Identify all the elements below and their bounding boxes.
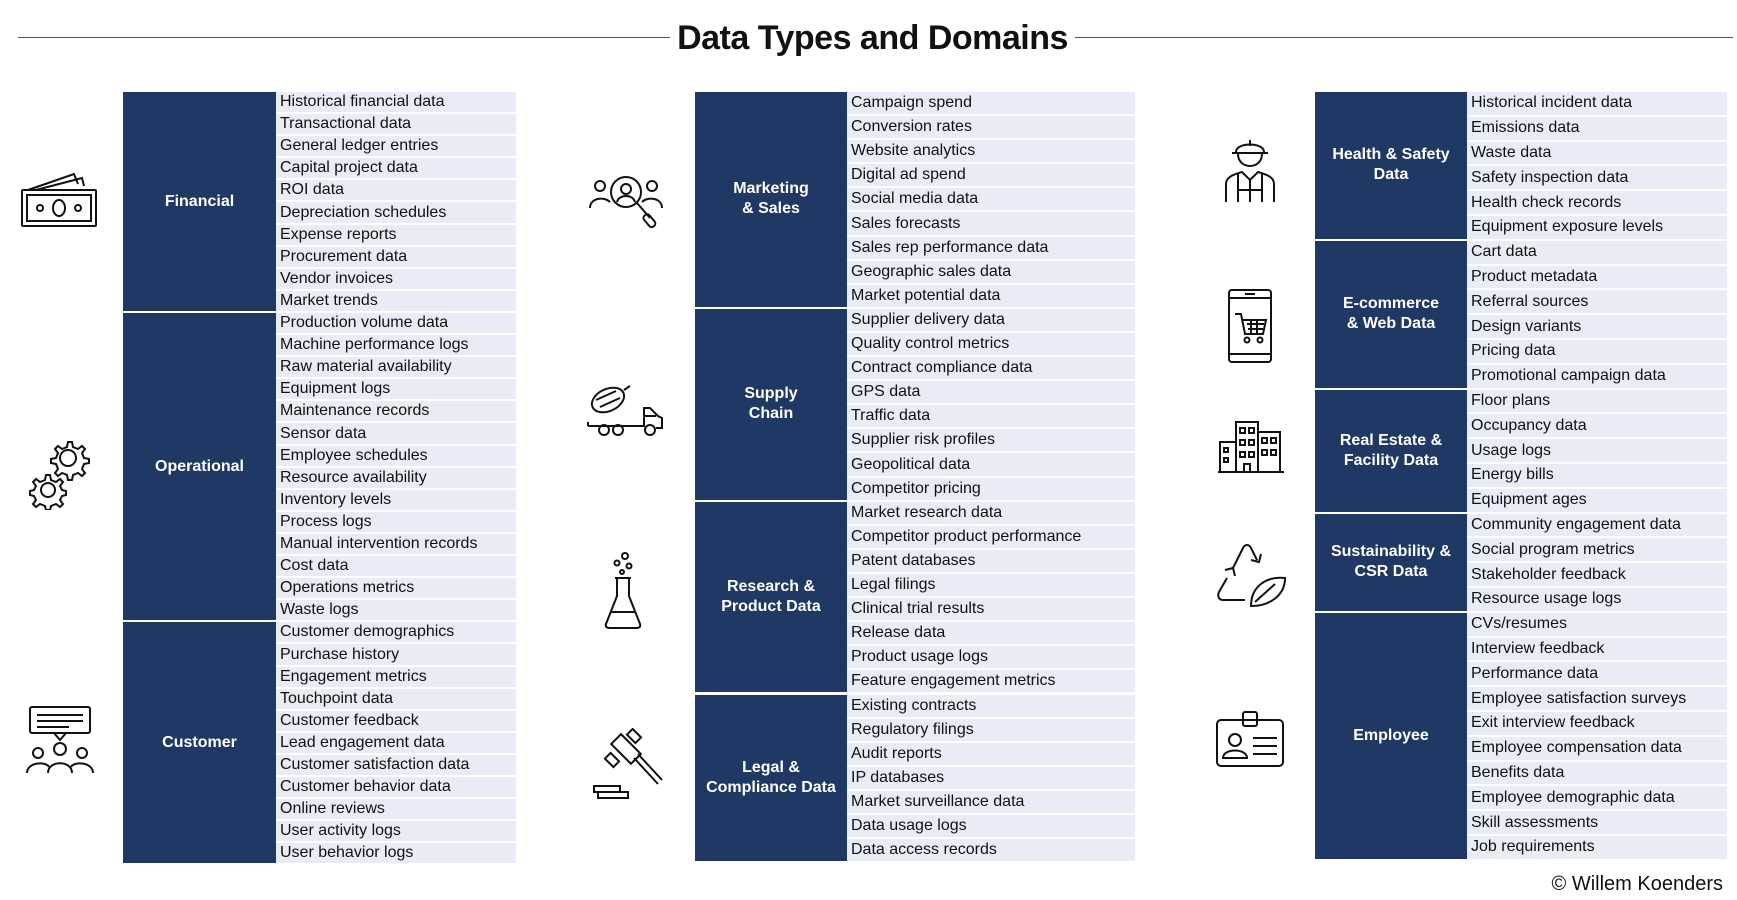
list-item: Employee demographic data: [1467, 786, 1727, 811]
group-operational: [123, 313, 516, 622]
list-item: Social program metrics: [1467, 538, 1727, 563]
list-item: Website analytics: [847, 140, 1135, 164]
list-item: Employee satisfaction surveys: [1467, 687, 1727, 712]
list-item: Depreciation schedules: [276, 202, 516, 224]
truck-icon: [586, 378, 666, 440]
group-label: Sustainability & CSR Data: [1315, 514, 1467, 611]
item-list: [847, 309, 1135, 502]
gavel-icon: [592, 728, 664, 800]
group-sustainability-csr-data: [1315, 514, 1727, 613]
group-label: Customer: [123, 622, 276, 863]
item-list: [276, 313, 516, 622]
list-item: Geographic sales data: [847, 261, 1135, 285]
list-item: Customer satisfaction data: [276, 755, 516, 777]
list-item: Job requirements: [1467, 836, 1727, 861]
list-item: Employee compensation data: [1467, 737, 1727, 762]
list-item: Sales forecasts: [847, 212, 1135, 236]
list-item: Product metadata: [1467, 266, 1727, 291]
group-label: Operational: [123, 313, 276, 620]
group-label: Financial: [123, 92, 276, 311]
list-item: Online reviews: [276, 799, 516, 821]
item-list: [1467, 241, 1727, 390]
list-item: Emissions data: [1467, 117, 1727, 142]
list-item: IP databases: [847, 767, 1135, 791]
list-item: Competitor pricing: [847, 478, 1135, 502]
list-item: Quality control metrics: [847, 333, 1135, 357]
list-item: Operations metrics: [276, 578, 516, 600]
group-label: E-commerce & Web Data: [1315, 241, 1467, 388]
buildings-icon: [1218, 418, 1284, 474]
list-item: Traffic data: [847, 405, 1135, 429]
list-item: Safety inspection data: [1467, 166, 1727, 191]
group-legal-compliance-data: [695, 695, 1135, 864]
list-item: Resource availability: [276, 468, 516, 490]
mobile-cart-icon: [1227, 288, 1273, 364]
list-item: Data usage logs: [847, 815, 1135, 839]
title-divider-right: [1075, 37, 1733, 38]
list-item: Performance data: [1467, 662, 1727, 687]
group-health-safety-data: [1315, 92, 1727, 241]
list-item: Engagement metrics: [276, 667, 516, 689]
list-item: Floor plans: [1467, 390, 1727, 415]
list-item: Cost data: [276, 556, 516, 578]
list-item: Regulatory filings: [847, 719, 1135, 743]
list-item: Promotional campaign data: [1467, 365, 1727, 390]
list-item: Energy bills: [1467, 464, 1727, 489]
list-item: Procurement data: [276, 247, 516, 269]
list-item: Machine performance logs: [276, 335, 516, 357]
list-item: Interview feedback: [1467, 638, 1727, 663]
group-label: Marketing & Sales: [695, 92, 847, 307]
group-label: Employee: [1315, 613, 1467, 859]
item-list: [847, 502, 1135, 695]
list-item: User activity logs: [276, 821, 516, 843]
list-item: Pricing data: [1467, 340, 1727, 365]
list-item: General ledger entries: [276, 136, 516, 158]
list-item: Customer feedback: [276, 711, 516, 733]
list-item: Transactional data: [276, 114, 516, 136]
list-item: Equipment exposure levels: [1467, 216, 1727, 241]
list-item: CVs/resumes: [1467, 613, 1727, 638]
list-item: Data access records: [847, 839, 1135, 863]
group-label: Supply Chain: [695, 309, 847, 500]
recycle-icon: [1215, 538, 1287, 608]
group-label: Research & Product Data: [695, 502, 847, 693]
list-item: Referral sources: [1467, 290, 1727, 315]
list-item: User behavior logs: [276, 843, 516, 865]
group-label: Health & Safety Data: [1315, 92, 1467, 239]
list-item: Feature engagement metrics: [847, 670, 1135, 694]
group-employee: [1315, 613, 1727, 861]
list-item: GPS data: [847, 381, 1135, 405]
list-item: Usage logs: [1467, 439, 1727, 464]
list-item: Supplier delivery data: [847, 309, 1135, 333]
item-list: [847, 695, 1135, 864]
item-list: [1467, 514, 1727, 613]
list-item: Capital project data: [276, 158, 516, 180]
list-item: Manual intervention records: [276, 534, 516, 556]
list-item: Equipment logs: [276, 379, 516, 401]
list-item: Cart data: [1467, 241, 1727, 266]
list-item: Customer behavior data: [276, 777, 516, 799]
group-real-estate-facility-data: [1315, 390, 1727, 514]
flask-icon: [603, 550, 643, 630]
list-item: Waste data: [1467, 142, 1727, 167]
list-item: Sensor data: [276, 423, 516, 445]
list-item: Equipment ages: [1467, 489, 1727, 514]
id-badge-icon: [1215, 710, 1285, 768]
list-item: Market surveillance data: [847, 791, 1135, 815]
list-item: Vendor invoices: [276, 269, 516, 291]
list-item: ROI data: [276, 180, 516, 202]
list-item: Occupancy data: [1467, 414, 1727, 439]
copyright-text: © Willem Koenders: [1551, 873, 1723, 895]
item-list: [276, 622, 516, 865]
list-item: Customer demographics: [276, 622, 516, 644]
money-icon: [20, 168, 98, 230]
list-item: Raw material availability: [276, 357, 516, 379]
list-item: Social media data: [847, 188, 1135, 212]
customer-feedback-icon: [24, 705, 96, 775]
list-item: Skill assessments: [1467, 811, 1727, 836]
list-item: Purchase history: [276, 644, 516, 666]
item-list: [1467, 390, 1727, 514]
list-item: Clinical trial results: [847, 598, 1135, 622]
list-item: Lead engagement data: [276, 733, 516, 755]
group-supply-chain: [695, 309, 1135, 502]
item-list: [1467, 92, 1727, 241]
list-item: Campaign spend: [847, 92, 1135, 116]
list-item: Legal filings: [847, 574, 1135, 598]
group-marketing-sales: [695, 92, 1135, 309]
list-item: Maintenance records: [276, 401, 516, 423]
group-label: Legal & Compliance Data: [695, 695, 847, 862]
list-item: Existing contracts: [847, 695, 1135, 719]
list-item: Historical financial data: [276, 92, 516, 114]
item-list: [276, 92, 516, 313]
list-item: Market trends: [276, 291, 516, 313]
list-item: Resource usage logs: [1467, 588, 1727, 613]
group-customer: [123, 622, 516, 865]
list-item: Health check records: [1467, 191, 1727, 216]
list-item: Employee schedules: [276, 446, 516, 468]
list-item: Touchpoint data: [276, 689, 516, 711]
list-item: Inventory levels: [276, 490, 516, 512]
list-item: Design variants: [1467, 315, 1727, 340]
list-item: Digital ad spend: [847, 164, 1135, 188]
list-item: Production volume data: [276, 313, 516, 335]
item-list: [847, 92, 1135, 309]
worker-icon: [1222, 134, 1278, 204]
list-item: Market potential data: [847, 285, 1135, 309]
group-financial: [123, 92, 516, 313]
list-item: Supplier risk profiles: [847, 429, 1135, 453]
list-item: Benefits data: [1467, 762, 1727, 787]
list-item: Community engagement data: [1467, 514, 1727, 539]
list-item: Geopolitical data: [847, 453, 1135, 477]
gears-icon: [28, 438, 92, 510]
list-item: Waste logs: [276, 600, 516, 622]
list-item: Contract compliance data: [847, 357, 1135, 381]
list-item: Patent databases: [847, 550, 1135, 574]
list-item: Sales rep performance data: [847, 237, 1135, 261]
list-item: Competitor product performance: [847, 526, 1135, 550]
group-label: Real Estate & Facility Data: [1315, 390, 1467, 512]
list-item: Historical incident data: [1467, 92, 1727, 117]
list-item: Product usage logs: [847, 646, 1135, 670]
list-item: Conversion rates: [847, 116, 1135, 140]
title-row: [18, 14, 1733, 62]
list-item: Expense reports: [276, 225, 516, 247]
page-title: Data Types and Domains: [677, 19, 1068, 57]
group-e-commerce-web-data: [1315, 241, 1727, 390]
people-search-icon: [588, 168, 664, 230]
item-list: [1467, 613, 1727, 861]
list-item: Release data: [847, 622, 1135, 646]
list-item: Audit reports: [847, 743, 1135, 767]
list-item: Exit interview feedback: [1467, 712, 1727, 737]
list-item: Market research data: [847, 502, 1135, 526]
group-research-product-data: [695, 502, 1135, 695]
list-item: Stakeholder feedback: [1467, 563, 1727, 588]
list-item: Process logs: [276, 512, 516, 534]
title-divider-left: [18, 37, 670, 38]
